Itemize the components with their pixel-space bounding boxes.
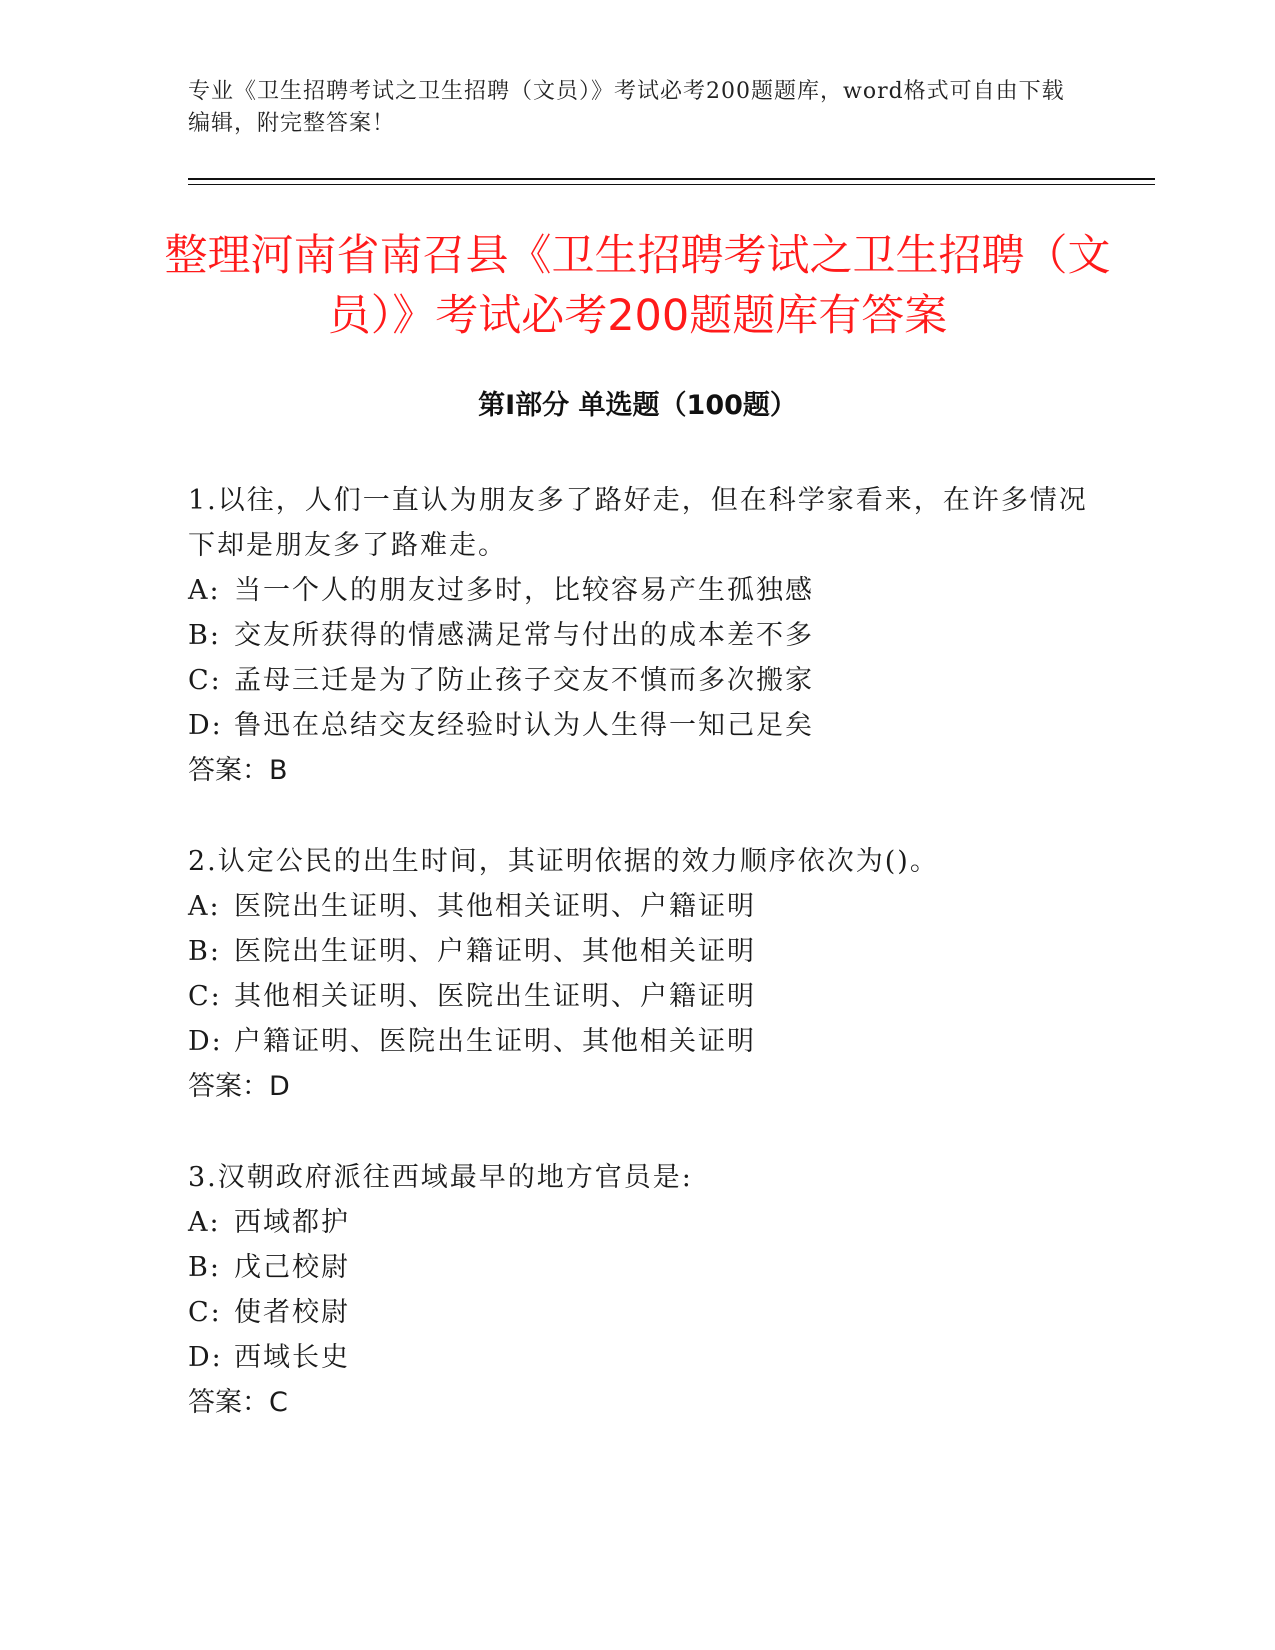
option-letter: B: — [188, 936, 221, 967]
header-note: 专业《卫生招聘考试之卫生招聘（文员）》考试必考200题题库，word格式可自由下载编辑，附完整答案！ — [188, 79, 1065, 136]
header-divider-thick — [188, 178, 1155, 180]
option-d — [188, 703, 1088, 748]
document-title: 整理河南省南召县《卫生招聘考试之卫生招聘（文员）》考试必考200题题库有答案 — [164, 231, 1111, 341]
option-text: 医院出生证明、其他相关证明、户籍证明 — [234, 891, 756, 922]
option-c — [188, 658, 1088, 703]
option-b — [188, 929, 1088, 974]
option-d — [188, 1019, 1088, 1064]
header-divider-thin — [188, 184, 1155, 185]
option-letter: C: — [188, 1297, 222, 1328]
option-text: 当一个人的朋友过多时，比较容易产生孤独感 — [234, 575, 814, 606]
option-letter: B: — [188, 1252, 221, 1283]
option-b — [188, 613, 1088, 658]
answer-line: 答案：B — [188, 755, 288, 786]
answer-line: 答案：C — [188, 1387, 288, 1418]
option-d — [188, 1335, 1088, 1380]
option-text: 鲁迅在总结交友经验时认为人生得一知己足矣 — [234, 710, 814, 741]
option-c — [188, 1290, 1088, 1335]
option-letter: D: — [188, 1026, 223, 1057]
option-text: 孟母三迁是为了防止孩子交友不慎而多次搬家 — [234, 665, 814, 696]
option-text: 戊己校尉 — [234, 1252, 350, 1283]
question-3 — [188, 1155, 1088, 1425]
question-stem: 3.汉朝政府派往西域最早的地方官员是: — [188, 1162, 693, 1193]
option-c — [188, 974, 1088, 1019]
option-a — [188, 568, 1088, 613]
question-2 — [188, 839, 1088, 1109]
option-text: 户籍证明、医院出生证明、其他相关证明 — [234, 1026, 756, 1057]
question-list — [188, 478, 1088, 1425]
option-text: 交友所获得的情感满足常与付出的成本差不多 — [234, 620, 814, 651]
option-letter: A: — [188, 891, 221, 922]
option-a — [188, 1200, 1088, 1245]
option-letter: C: — [188, 665, 222, 696]
question-stem: 1.以往，人们一直认为朋友多了路好走，但在科学家看来，在许多情况下却是朋友多了路难走。 — [188, 485, 1088, 561]
question-1 — [188, 478, 1088, 793]
option-text: 其他相关证明、医院出生证明、户籍证明 — [234, 981, 756, 1012]
option-letter: A: — [188, 575, 221, 606]
option-letter: D: — [188, 1342, 223, 1373]
option-text: 西域都护 — [234, 1207, 350, 1238]
option-text: 使者校尉 — [234, 1297, 350, 1328]
answer-line: 答案：D — [188, 1071, 290, 1102]
option-b — [188, 1245, 1088, 1290]
option-text: 西域长史 — [234, 1342, 350, 1373]
option-text: 医院出生证明、户籍证明、其他相关证明 — [234, 936, 756, 967]
option-letter: C: — [188, 981, 222, 1012]
option-a — [188, 884, 1088, 929]
section-title: 第I部分 单选题（100题） — [478, 390, 797, 421]
option-letter: B: — [188, 620, 221, 651]
question-stem: 2.认定公民的出生时间，其证明依据的效力顺序依次为()。 — [188, 846, 939, 877]
option-letter: D: — [188, 710, 223, 741]
option-letter: A: — [188, 1207, 221, 1238]
